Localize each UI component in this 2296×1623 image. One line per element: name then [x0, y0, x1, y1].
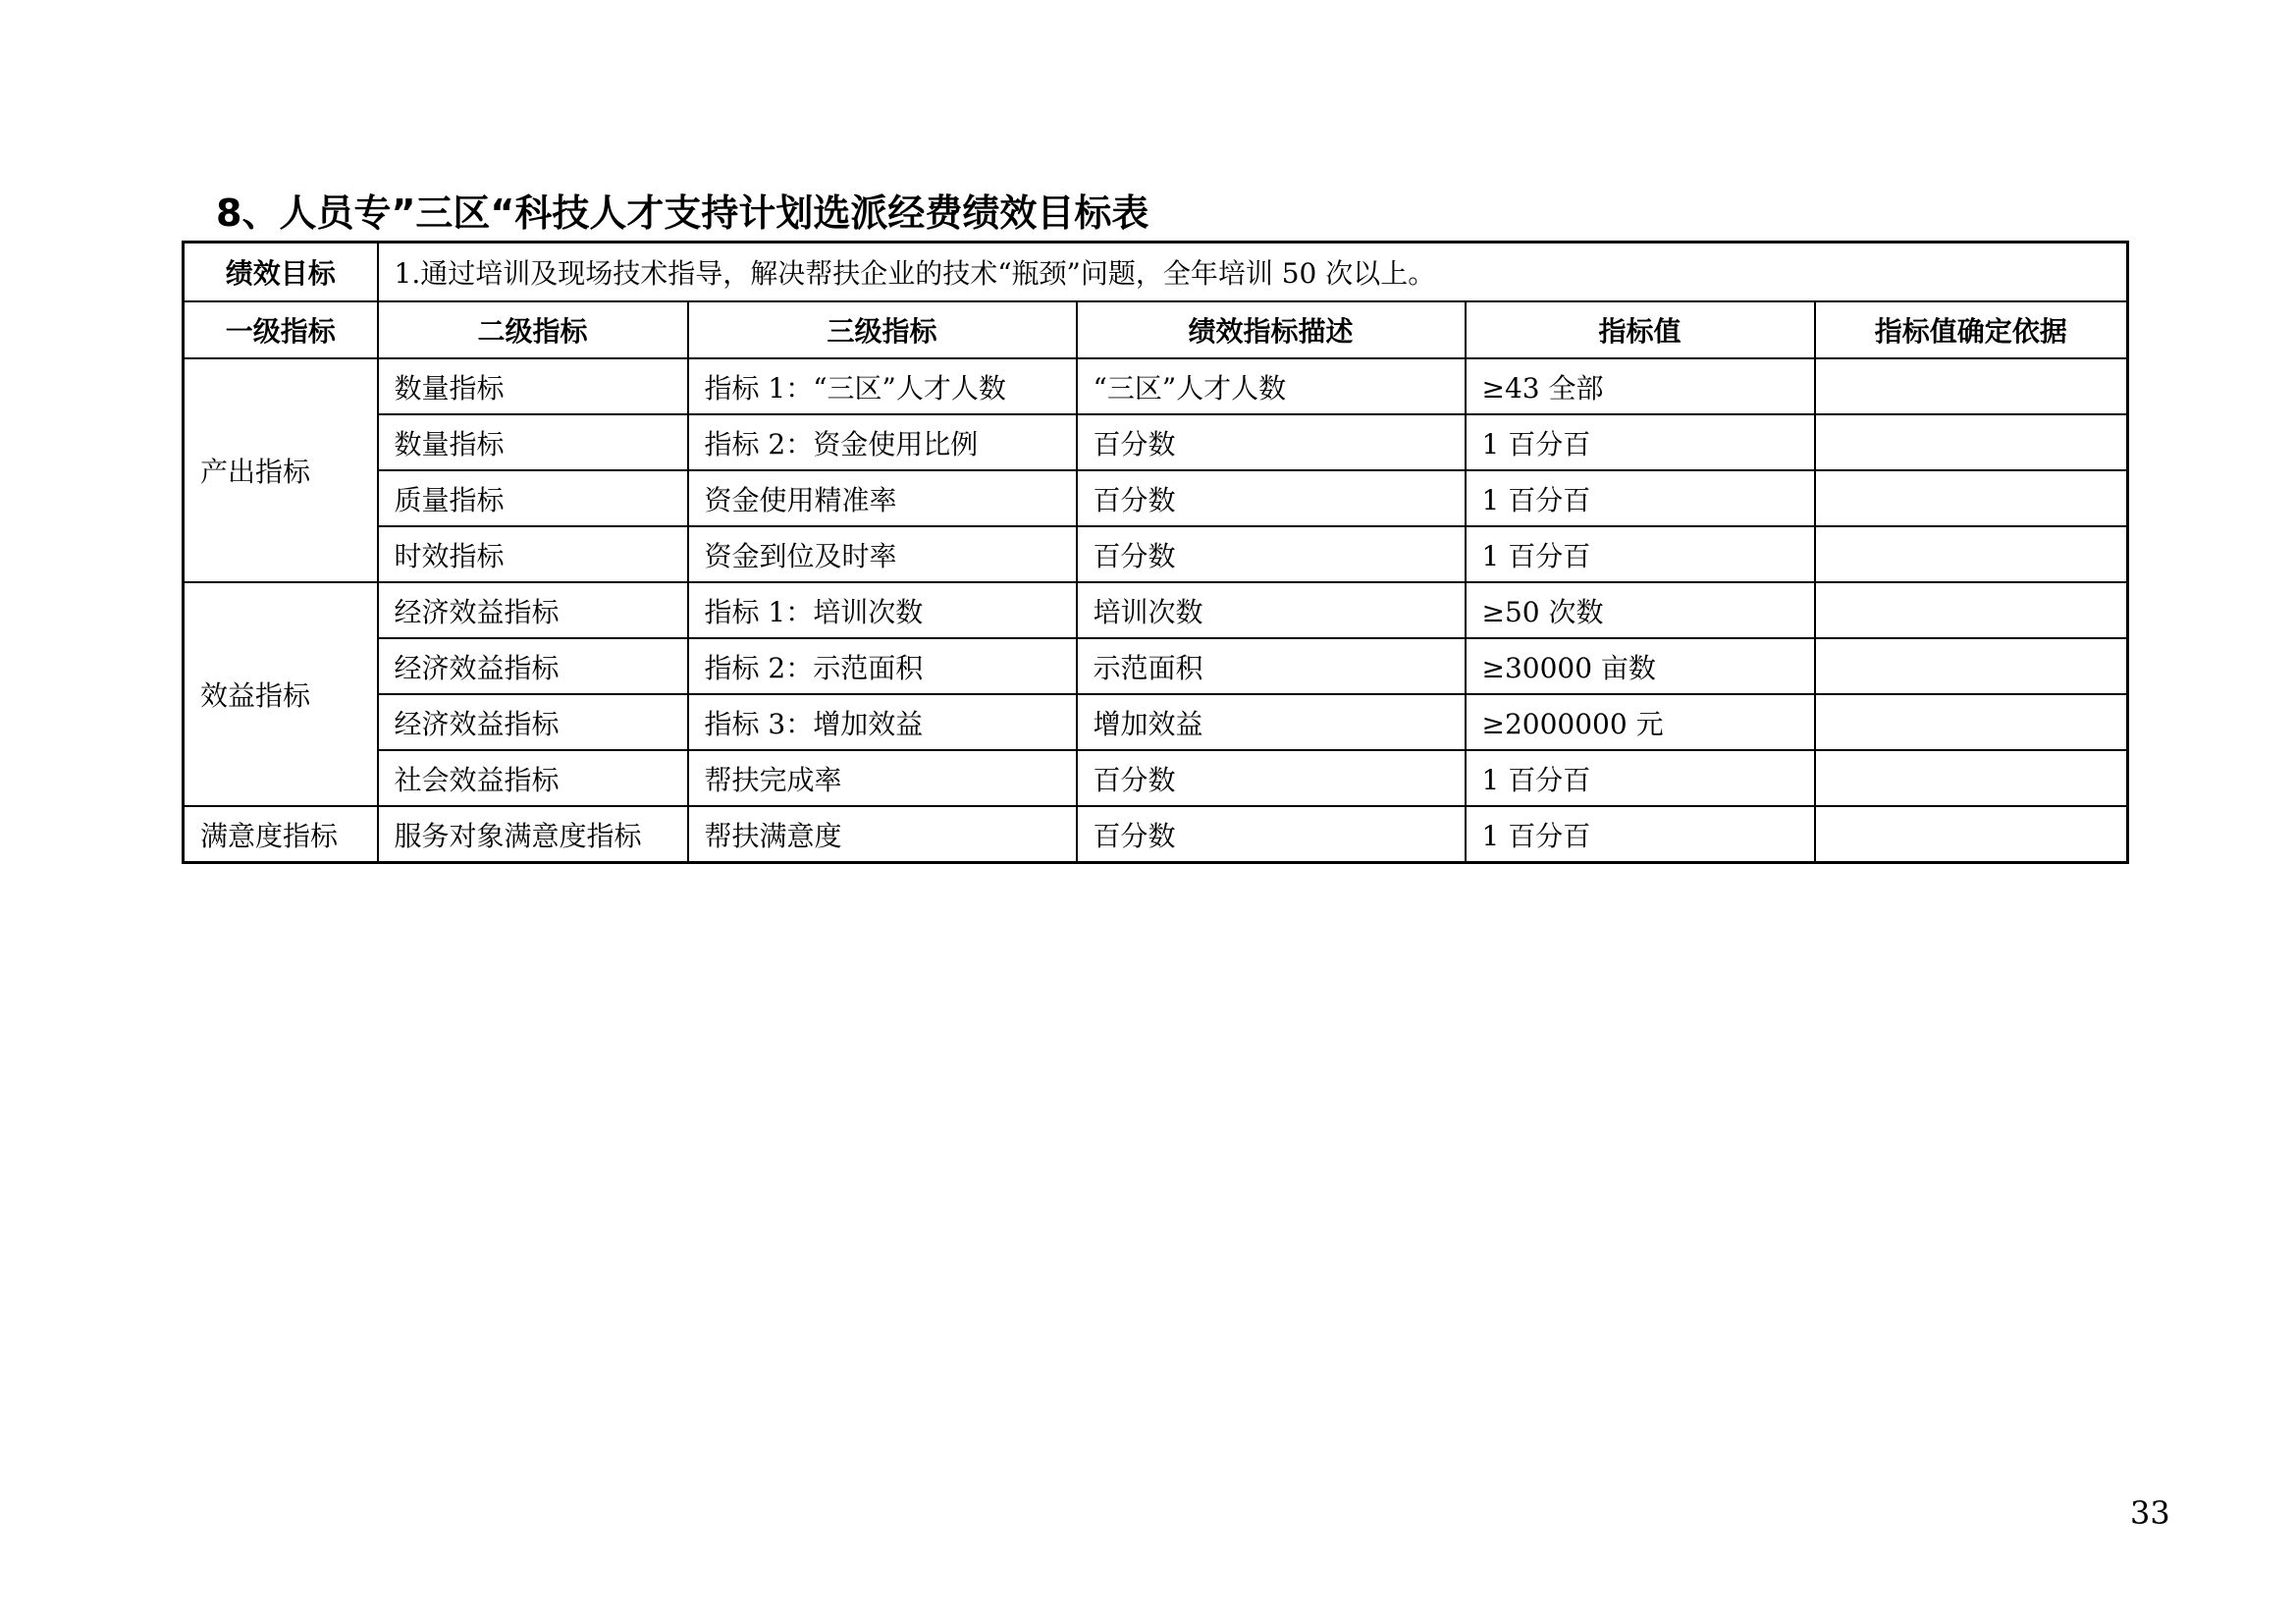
level3-indicator: 资金到位及时率	[688, 526, 1077, 582]
indicator-basis	[1815, 582, 2128, 638]
indicator-description: “三区”人才人数	[1077, 358, 1466, 414]
indicator-value: 1 百分百	[1466, 750, 1815, 806]
table-row	[184, 750, 2128, 806]
header-level1: 一级指标	[184, 301, 378, 358]
indicator-basis	[1815, 358, 2128, 414]
indicator-value: ≥50 次数	[1466, 582, 1815, 638]
level3-indicator: 指标 2：示范面积	[688, 638, 1077, 694]
performance-target-table	[182, 241, 2129, 864]
indicator-description: 百分数	[1077, 750, 1466, 806]
goal-label: 绩效目标	[184, 243, 378, 302]
table-row	[184, 694, 2128, 750]
header-row	[184, 301, 2128, 358]
header-basis: 指标值确定依据	[1815, 301, 2128, 358]
header-description: 绩效指标描述	[1077, 301, 1466, 358]
level2-indicator: 经济效益指标	[378, 694, 688, 750]
level1-indicator: 产出指标	[184, 358, 378, 582]
header-level3: 三级指标	[688, 301, 1077, 358]
table-row	[184, 358, 2128, 414]
table-row	[184, 806, 2128, 863]
indicator-description: 培训次数	[1077, 582, 1466, 638]
indicator-value: ≥2000000 元	[1466, 694, 1815, 750]
level1-indicator: 满意度指标	[184, 806, 378, 863]
indicator-basis	[1815, 526, 2128, 582]
table-row	[184, 414, 2128, 470]
level3-indicator: 帮扶完成率	[688, 750, 1077, 806]
indicator-description: 增加效益	[1077, 694, 1466, 750]
indicator-value: 1 百分百	[1466, 526, 1815, 582]
level2-indicator: 经济效益指标	[378, 638, 688, 694]
indicator-basis	[1815, 638, 2128, 694]
indicator-description: 百分数	[1077, 526, 1466, 582]
level3-indicator: 资金使用精准率	[688, 470, 1077, 526]
indicator-basis	[1815, 806, 2128, 863]
level2-indicator: 服务对象满意度指标	[378, 806, 688, 863]
goal-text: 1.通过培训及现场技术指导，解决帮扶企业的技术“瓶颈”问题，全年培训 50 次以上。	[378, 243, 2128, 302]
indicator-description: 示范面积	[1077, 638, 1466, 694]
table-row	[184, 470, 2128, 526]
indicator-value: ≥43 全部	[1466, 358, 1815, 414]
table-row	[184, 638, 2128, 694]
level3-indicator: 指标 2：资金使用比例	[688, 414, 1077, 470]
level2-indicator: 时效指标	[378, 526, 688, 582]
indicator-description: 百分数	[1077, 806, 1466, 863]
level3-indicator: 指标 1：培训次数	[688, 582, 1077, 638]
page-number: 33	[2130, 1494, 2170, 1532]
level2-indicator: 数量指标	[378, 358, 688, 414]
indicator-basis	[1815, 470, 2128, 526]
indicator-value: 1 百分百	[1466, 470, 1815, 526]
goal-row	[184, 243, 2128, 302]
header-value: 指标值	[1466, 301, 1815, 358]
indicator-basis	[1815, 694, 2128, 750]
indicator-description: 百分数	[1077, 414, 1466, 470]
level3-indicator: 指标 1：“三区”人才人数	[688, 358, 1077, 414]
table-row	[184, 582, 2128, 638]
level3-indicator: 指标 3：增加效益	[688, 694, 1077, 750]
level2-indicator: 社会效益指标	[378, 750, 688, 806]
indicator-basis	[1815, 750, 2128, 806]
level1-indicator: 效益指标	[184, 582, 378, 806]
indicator-value: ≥30000 亩数	[1466, 638, 1815, 694]
indicator-description: 百分数	[1077, 470, 1466, 526]
indicator-basis	[1815, 414, 2128, 470]
level2-indicator: 数量指标	[378, 414, 688, 470]
indicator-value: 1 百分百	[1466, 806, 1815, 863]
page-title: 8、人员专”三区“科技人才支持计划选派经费绩效目标表	[216, 191, 1149, 235]
level2-indicator: 经济效益指标	[378, 582, 688, 638]
level2-indicator: 质量指标	[378, 470, 688, 526]
header-level2: 二级指标	[378, 301, 688, 358]
indicator-value: 1 百分百	[1466, 414, 1815, 470]
level3-indicator: 帮扶满意度	[688, 806, 1077, 863]
table-row	[184, 526, 2128, 582]
